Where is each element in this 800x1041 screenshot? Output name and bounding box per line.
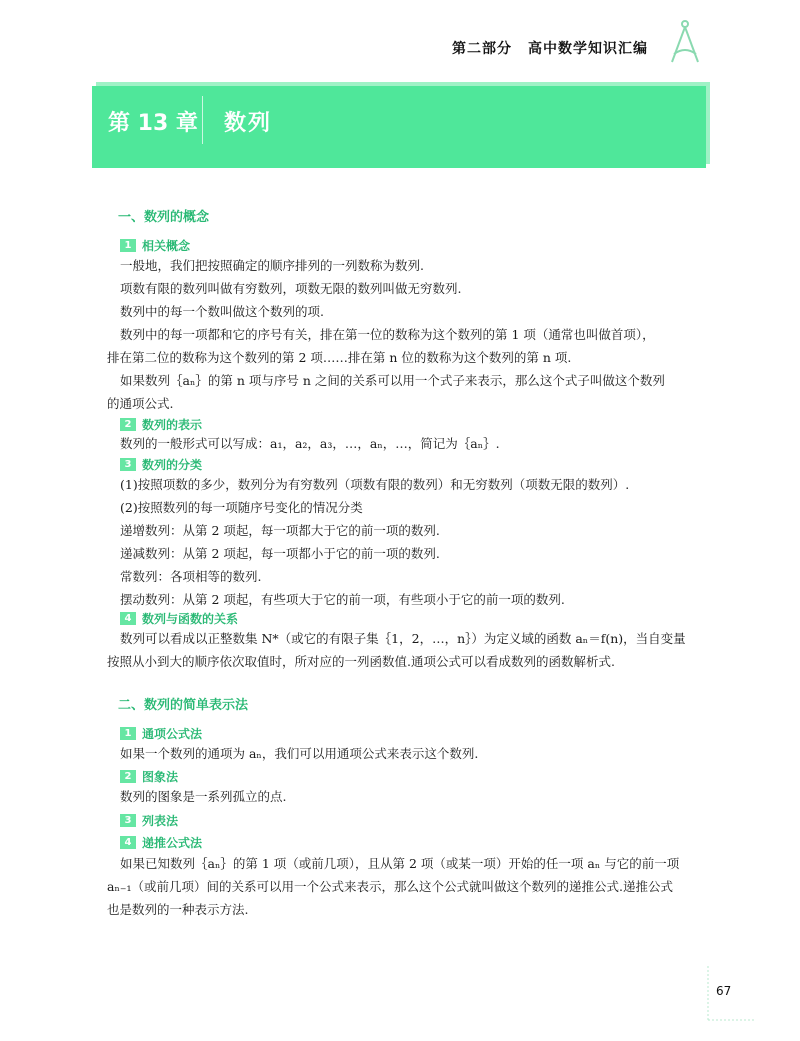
running-header	[452, 38, 648, 58]
subsection-heading	[120, 725, 202, 742]
paragraph-line: 一般地，我们把按照确定的顺序排列的一列数称为数列.	[120, 258, 424, 273]
subsection-number: 2	[120, 770, 136, 783]
paragraph-line: 常数列：各项相等的数列.	[120, 569, 262, 584]
subsection-heading	[120, 768, 178, 785]
paragraph-line: 数列的一般形式可以写成：a₁，a₂，a₃，…，aₙ，…，简记为｛aₙ｝.	[120, 436, 500, 451]
paragraph-line: 数列可以看成以正整数集 N*（或它的有限子集｛1，2，…，n｝）为定义域的函数 aₙ＝f(n)，当自变量	[120, 631, 686, 646]
subsection-label: 数列的表示	[142, 418, 203, 432]
paragraph-line: 如果一个数列的通项为 aₙ，我们可以用通项公式来表示这个数列.	[120, 746, 479, 761]
subsection-heading	[120, 610, 238, 627]
subsection-heading	[120, 237, 190, 254]
compass-icon	[660, 16, 710, 66]
subsection-label: 相关概念	[142, 239, 191, 253]
paragraph-line: aₙ₋₁（或前几项）间的关系可以用一个公式来表示，那么这个公式就叫做这个数列的递推公式.递推公式	[107, 879, 673, 894]
chapter-title: 数列	[224, 111, 273, 136]
subsection-number: 2	[120, 418, 136, 431]
paragraph-line: 数列的图象是一系列孤立的点.	[120, 789, 287, 804]
paragraph-line: 摆动数列：从第 2 项起，有些项大于它的前一项，有些项小于它的前一项的数列.	[120, 592, 565, 607]
paragraph-line: 排在第二位的数称为这个数列的第 2 项……排在第 n 位的数称为这个数列的第 n 项.	[107, 350, 572, 365]
subsection-heading	[120, 416, 202, 433]
section-title-2: 二、数列的简单表示法	[118, 698, 249, 713]
subsection-number: 1	[120, 239, 136, 252]
paragraph-line: 数列中的每一项都和它的序号有关，排在第一位的数称为这个数列的第 1 项（通常也叫做首项），	[120, 327, 655, 342]
subsection-heading	[120, 834, 202, 851]
paragraph-line: 递减数列：从第 2 项起，每一项都小于它的前一项的数列.	[120, 546, 440, 561]
subsection-number: 1	[120, 727, 136, 740]
paragraph-line: 按照从小到大的顺序依次取值时，所对应的一列函数值.通项公式可以看成数列的函数解析式.	[107, 654, 615, 669]
subsection-label: 图象法	[142, 770, 179, 784]
paragraph-line: 数列中的每一个数叫做这个数列的项.	[120, 304, 324, 319]
subsection-label: 数列的分类	[142, 458, 203, 472]
subsection-label: 数列与函数的关系	[142, 612, 239, 626]
section-title-1: 一、数列的概念	[118, 210, 210, 225]
page-number: 67	[716, 984, 732, 998]
paragraph-line: (1)按照项数的多少，数列分为有穷数列（项数有限的数列）和无穷数列（项数无限的数列）.	[120, 477, 630, 492]
subsection-heading	[120, 456, 202, 473]
subsection-heading	[120, 812, 178, 829]
subsection-number: 4	[120, 836, 136, 849]
subsection-label: 通项公式法	[142, 727, 203, 741]
paragraph-line: 如果已知数列｛aₙ｝的第 1 项（或前几项），且从第 2 项（或某一项）开始的任一项 aₙ 与它的前一项	[120, 856, 680, 871]
paragraph-line: 如果数列｛aₙ｝的第 n 项与序号 n 之间的关系可以用一个式子来表示，那么这个式子叫做这个数列	[120, 373, 665, 388]
paragraph-line: (2)按照数列的每一项随序号变化的情况分类	[120, 500, 363, 515]
subsection-label: 递推公式法	[142, 836, 203, 850]
subsection-label: 列表法	[142, 814, 179, 828]
paragraph-line: 递增数列：从第 2 项起，每一项都大于它的前一项的数列.	[120, 523, 440, 538]
subsection-number: 3	[120, 458, 136, 471]
chapter-banner	[92, 86, 706, 168]
paragraph-line: 的通项公式.	[107, 396, 174, 411]
subsection-number: 3	[120, 814, 136, 827]
header-part: 第二部分	[452, 41, 512, 57]
paragraph-line: 也是数列的一种表示方法.	[107, 902, 249, 917]
paragraph-line: 项数有限的数列叫做有穷数列，项数无限的数列叫做无穷数列.	[120, 281, 462, 296]
chapter-number: 第 13 章	[108, 111, 198, 136]
header-book: 高中数学知识汇编	[528, 41, 648, 57]
subsection-number: 4	[120, 612, 136, 625]
banner-divider	[202, 96, 203, 144]
